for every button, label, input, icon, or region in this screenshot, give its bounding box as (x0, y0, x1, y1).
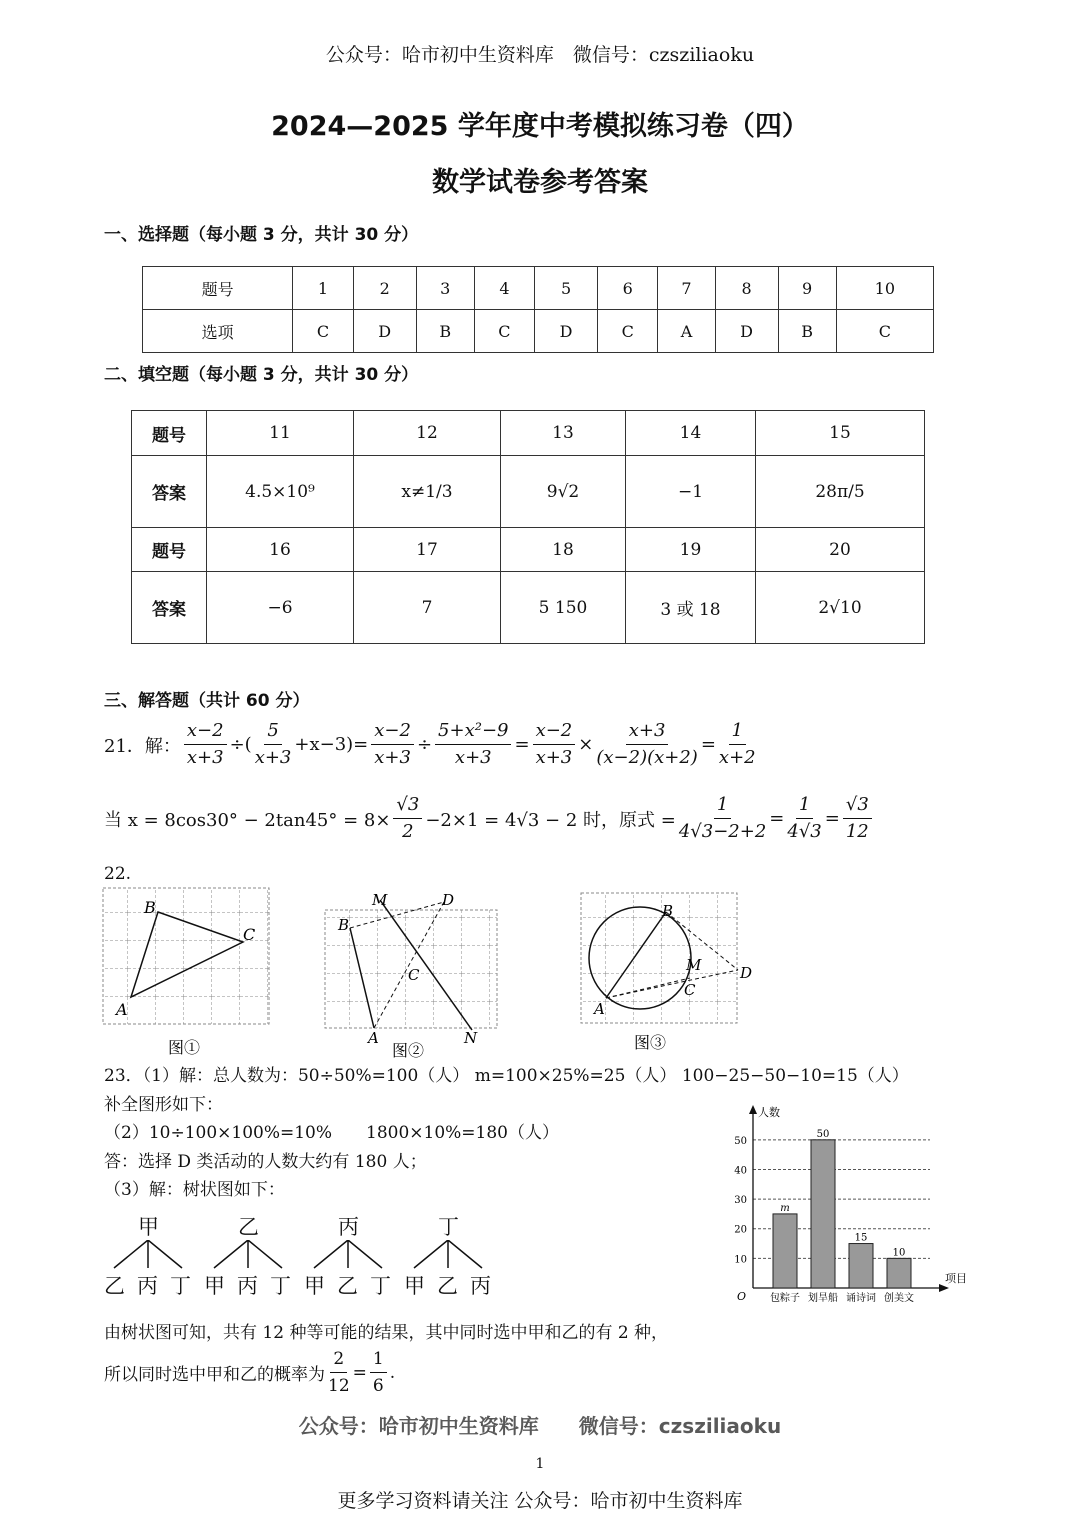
operator: ÷( (229, 734, 252, 755)
cell: C (293, 310, 353, 353)
header: 公众号：哈市初中生资料库 微信号：czsziliaoku (325, 44, 755, 66)
numerator: x−2 (184, 718, 227, 745)
point-label: D (442, 891, 455, 909)
fill-answer-table (131, 410, 925, 644)
q23-line7 (104, 1346, 395, 1399)
x-axis-arrow-icon (939, 1284, 949, 1292)
tree-branches (304, 1240, 400, 1270)
cell: 16 (207, 528, 354, 572)
bar (887, 1258, 911, 1288)
bar-data-label: 10 (892, 1247, 906, 1259)
tree-leaf: 乙 (337, 1274, 358, 1298)
point-label: B (338, 916, 350, 934)
cell: 6 (598, 267, 658, 310)
cell: 5 150 (501, 572, 626, 644)
fraction (787, 792, 821, 845)
q22-label: 22. (104, 864, 132, 884)
denominator: 2 (402, 821, 414, 842)
point-label: C (408, 966, 420, 984)
cell: C (474, 310, 534, 353)
operator: = (824, 808, 840, 829)
cell: 12 (354, 411, 501, 456)
point-label: M (686, 956, 702, 974)
y-tick-label: 50 (734, 1135, 747, 1147)
tree-leaf: 丁 (170, 1274, 191, 1298)
bar-data-label: 50 (816, 1128, 830, 1140)
cell: 28π/5 (756, 456, 925, 528)
fraction (371, 718, 414, 771)
cell: B (778, 310, 836, 353)
denominator: x+3 (454, 747, 492, 768)
denominator: 4√3−2+2 (678, 821, 767, 842)
q21-line2 (104, 792, 875, 845)
cell: 15 (756, 411, 925, 456)
cell: x≠1/3 (354, 456, 501, 528)
x-axis-label: 项目 (945, 1272, 967, 1285)
fraction (328, 1346, 350, 1399)
y-axis-label: 人数 (758, 1106, 780, 1119)
tree-root: 丁 (438, 1215, 459, 1239)
numerator: x−2 (533, 718, 576, 745)
fraction (719, 718, 756, 771)
figure-caption: 图③ (634, 1033, 667, 1052)
page-subtitle: 数学试卷参考答案 (432, 167, 648, 198)
numerator: 5 (264, 718, 281, 745)
fraction (184, 718, 227, 771)
cell: 3 (416, 267, 474, 310)
cell: 4.5×10⁹ (207, 456, 354, 528)
cell: 7 (354, 572, 501, 644)
figure-1 (100, 885, 300, 1060)
bar-data-label: m (780, 1202, 790, 1214)
cell: D (535, 310, 598, 353)
q23-line3: （2）10÷100×100%=10% 1800×10%=180（人） (104, 1123, 559, 1143)
operator: × (578, 734, 594, 755)
denominator: x+3 (186, 747, 224, 768)
q21-label: 21．解： (104, 735, 181, 757)
numerator: 2 (330, 1346, 347, 1373)
fraction (393, 792, 422, 845)
figure-2 (322, 890, 512, 1060)
tree-leaf: 丁 (370, 1274, 391, 1298)
numerator: 1 (729, 718, 746, 745)
footer: 更多学习资料请关注 公众号：哈市初中生资料库 (337, 1490, 743, 1512)
point-label: C (243, 925, 256, 944)
cell: 8 (715, 267, 778, 310)
operator: +x−3)= (294, 734, 369, 755)
point-label: D (740, 964, 753, 982)
denominator: 12 (328, 1376, 350, 1396)
denominator: 4√3 (787, 821, 822, 842)
row-label: 题号 (132, 411, 207, 456)
x-tick-label: 创美文 (884, 1293, 914, 1304)
cell: 20 (756, 528, 925, 572)
bar-chart (725, 1100, 985, 1312)
point-label: B (662, 902, 674, 920)
figure-caption: 图② (392, 1041, 425, 1060)
page-title: 2024—2025 学年度中考模拟练习卷（四） (271, 111, 809, 142)
table-row (132, 528, 925, 572)
table-row (143, 267, 934, 310)
denominator: 12 (845, 821, 869, 842)
section3-heading: 三、解答题（共计 60 分） (104, 691, 310, 711)
numerator: 5+x²−9 (435, 718, 511, 745)
section2-heading: 二、填空题（每小题 3 分，共计 30 分） (104, 365, 419, 385)
cell: 2√10 (756, 572, 925, 644)
q23-line1: 23．（1）解：总人数为：50÷50%=100（人） m=100×25%=25（人） 100−25−50−10=15（人） (104, 1066, 909, 1086)
cell: 2 (353, 267, 416, 310)
tree-leaf: 丙 (137, 1274, 158, 1298)
fraction (596, 718, 697, 771)
y-tick-label: 30 (734, 1195, 747, 1207)
cell: 4 (474, 267, 534, 310)
cell: 7 (658, 267, 715, 310)
denominator: x+2 (718, 747, 756, 768)
y-axis-arrow-icon (749, 1105, 757, 1114)
point-label: A (594, 1000, 605, 1018)
numerator: √3 (393, 792, 422, 819)
point-label: A (368, 1029, 379, 1047)
point-label: B (144, 898, 156, 917)
text: −2×1 = 4√3 − 2 时，原式 = (425, 809, 676, 831)
row-label: 题号 (143, 267, 293, 310)
cell: B (416, 310, 474, 353)
cell: −6 (207, 572, 354, 644)
cell: 5 (535, 267, 598, 310)
fraction (255, 718, 292, 771)
y-tick-label: 20 (734, 1224, 747, 1236)
text: 当 x = 8cos30° − 2tan45° = 8× (104, 809, 391, 831)
choice-answer-table (142, 266, 934, 353)
watermark-line: 微信号：czsziliaoku (578, 1414, 782, 1438)
operator: = (769, 808, 785, 829)
denominator: x+3 (535, 747, 573, 768)
q21-line1 (104, 718, 759, 771)
fraction (533, 718, 576, 771)
q23-line5: （3）解：树状图如下： (104, 1180, 285, 1200)
cell: 10 (836, 267, 933, 310)
text: . (389, 1362, 396, 1383)
tree-root: 乙 (238, 1215, 259, 1239)
cell: 11 (207, 411, 354, 456)
tree-leaf: 丙 (470, 1274, 491, 1298)
cell: 13 (501, 411, 626, 456)
cell: C (836, 310, 933, 353)
numerator: √3 (843, 792, 872, 819)
point-label: M (372, 891, 388, 909)
tree-leaf: 甲 (204, 1274, 225, 1298)
tree-root: 丙 (338, 1215, 359, 1239)
text: 所以同时选中甲和乙的概率为 (104, 1365, 325, 1385)
cell: 17 (354, 528, 501, 572)
operator: = (514, 734, 530, 755)
fraction (843, 792, 872, 845)
figure-3 (578, 890, 778, 1060)
numerator: 1 (796, 792, 813, 819)
tree-leaf: 丁 (270, 1274, 291, 1298)
tree-leaf: 甲 (304, 1274, 325, 1298)
denominator: 6 (372, 1376, 384, 1396)
operator: ÷ (416, 734, 433, 755)
figure-caption: 图① (168, 1038, 201, 1057)
section1-heading: 一、选择题（每小题 3 分，共计 30 分） (104, 225, 419, 245)
tree-leaf: 甲 (404, 1274, 425, 1298)
tree-branches (204, 1240, 300, 1270)
tree-root: 甲 (138, 1215, 159, 1239)
tree-leaf: 丙 (237, 1274, 258, 1298)
cell: 1 (293, 267, 353, 310)
tree-leaf: 乙 (437, 1274, 458, 1298)
tree-leaf: 乙 (104, 1274, 125, 1298)
q23-line2: 补全图形如下： (104, 1095, 223, 1115)
bar (849, 1244, 873, 1288)
cell: 9√2 (501, 456, 626, 528)
tree-branches (404, 1240, 500, 1270)
fraction (435, 718, 511, 771)
cell: D (353, 310, 416, 353)
tree-branches (104, 1240, 200, 1270)
watermark-line: 公众号：哈市初中生资料库 (298, 1414, 539, 1438)
row-label: 答案 (132, 456, 207, 528)
x-tick-label: 划旱船 (808, 1293, 838, 1304)
q23-line6: 由树状图可知，共有 12 种等可能的结果，其中同时选中甲和乙的有 2 种， (104, 1323, 669, 1343)
cell: −1 (626, 456, 756, 528)
q23-line4: 答：选择 D 类活动的人数大约有 180 人； (104, 1152, 427, 1172)
bar-data-label: 15 (854, 1232, 868, 1244)
operator: = (700, 734, 716, 755)
numerator: 1 (370, 1346, 387, 1373)
table-row (143, 310, 934, 353)
x-tick-label: 诵诗词 (846, 1293, 876, 1304)
row-label: 选项 (143, 310, 293, 353)
cell: 3 或 18 (626, 572, 756, 644)
denominator: (x−2)(x+2) (596, 747, 698, 768)
cell: C (598, 310, 658, 353)
cell: 19 (626, 528, 756, 572)
operator: = (352, 1362, 367, 1383)
y-tick-label: 40 (734, 1165, 747, 1177)
table-row (132, 411, 925, 456)
cell: 18 (501, 528, 626, 572)
point-label: N (464, 1029, 478, 1047)
cell: D (715, 310, 778, 353)
point-label: A (116, 1000, 128, 1019)
numerator: 1 (714, 792, 731, 819)
origin-label: O (737, 1290, 747, 1303)
fraction (679, 792, 766, 845)
cell: A (658, 310, 715, 353)
x-tick-label: 包粽子 (770, 1293, 800, 1304)
row-label: 答案 (132, 572, 207, 644)
fraction (370, 1346, 387, 1399)
page-number: 1 (535, 1456, 545, 1472)
denominator: x+3 (374, 747, 411, 768)
point-label: C (684, 981, 696, 999)
cell: 9 (778, 267, 836, 310)
table-row (132, 456, 925, 528)
denominator: x+3 (254, 747, 292, 768)
bar (773, 1214, 797, 1288)
table-row (132, 572, 925, 644)
watermark (0, 1410, 1080, 1439)
cell: 14 (626, 411, 756, 456)
row-label: 题号 (132, 528, 207, 572)
numerator: x−2 (371, 718, 414, 745)
bar (811, 1140, 835, 1288)
y-tick-label: 10 (734, 1254, 747, 1266)
numerator: x+3 (626, 718, 669, 745)
